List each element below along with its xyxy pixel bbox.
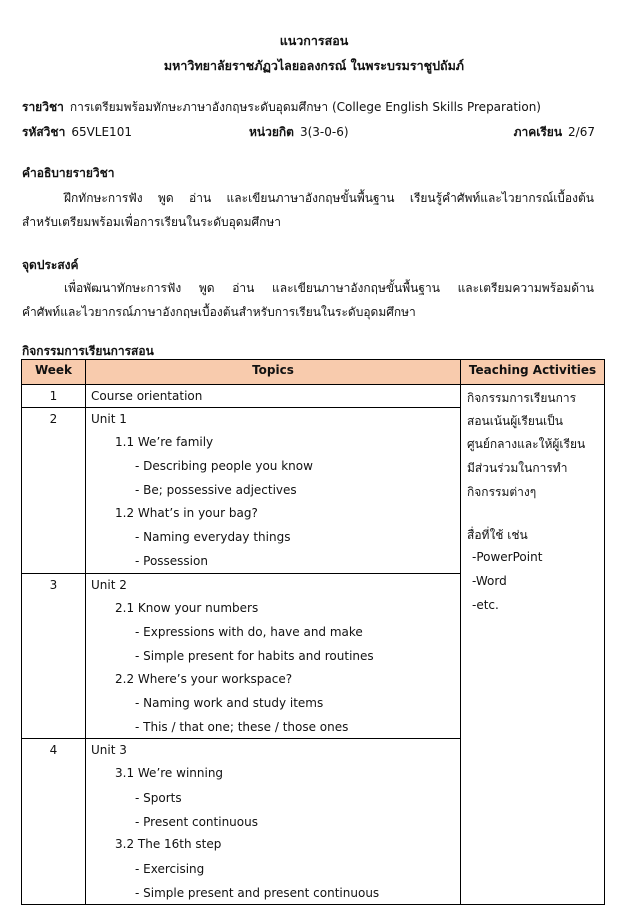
document-title: แนวการสอน — [279, 33, 349, 48]
credit-value: 3(3-0-6) — [299, 125, 349, 139]
table-row-divider — [21, 573, 461, 574]
topic-item: - Simple present and present continuous — [135, 886, 380, 900]
teaching-activity-text: สอนเน้นผู้เรียนเป็น — [467, 414, 563, 428]
topic-section: 3.2 The 16th step — [115, 837, 222, 851]
topic-item: - Naming everyday things — [135, 530, 291, 544]
teaching-activity-text: กิจกรรมต่างๆ — [467, 485, 537, 499]
week-number: 4 — [49, 743, 58, 757]
topic-section: 3.1 We’re winning — [115, 766, 224, 780]
objective-paragraph — [22, 276, 594, 324]
media-item: -etc. — [472, 598, 499, 612]
course-code-row — [22, 123, 132, 142]
column-header-topics: Topics — [252, 363, 294, 377]
media-item: -PowerPoint — [472, 550, 543, 564]
topic-item: - Sports — [135, 791, 182, 805]
column-header-week: Week — [34, 363, 73, 377]
column-header-teaching-activities: Teaching Activities — [468, 363, 597, 377]
course-name-value: การเตรียมพร้อมทักษะภาษาอังกฤษระดับอุดมศึกษา (College English Skills Preparation) — [69, 100, 541, 114]
course-name-label: รายวิชา — [22, 100, 64, 114]
unit-title: Unit 3 — [91, 743, 127, 757]
week-number: 3 — [49, 578, 58, 592]
week-number: 2 — [49, 412, 58, 426]
topic-item: Course orientation — [91, 389, 203, 403]
topic-item: - This / that one; these / those ones — [135, 720, 349, 734]
topic-section: 2.1 Know your numbers — [115, 601, 259, 615]
description-heading: คำอธิบายรายวิชา — [22, 166, 115, 180]
topic-section: 1.2 What’s in your bag? — [115, 506, 258, 520]
topic-item: - Be; possessive adjectives — [135, 483, 297, 497]
course-code-value: 65VLE101 — [71, 125, 132, 139]
topic-item: - Possession — [135, 554, 208, 568]
topic-item: - Naming work and study items — [135, 696, 324, 710]
description-paragraph — [22, 186, 594, 234]
course-code-label: รหัสวิชา — [22, 125, 66, 139]
table-row-divider — [21, 407, 461, 408]
topic-item: - Present continuous — [135, 815, 258, 829]
credit-label: หน่วยกิต — [249, 125, 294, 139]
teaching-activity-text: มีส่วนร่วมในการทำ — [467, 461, 568, 475]
description-line-1: ฝึกทักษะการฟัง พูด อ่าน และเขียนภาษาอังกฤษขั้นพื้นฐาน เรียนรู้คำศัพท์และไวยากรณ์เบื้องต้น — [64, 191, 594, 205]
semester-row — [514, 123, 595, 142]
media-heading: สื่อที่ใช้ เช่น — [467, 528, 528, 542]
unit-title: Unit 1 — [91, 412, 127, 426]
description-line-2: สำหรับเตรียมพร้อมเพื่อการเรียนในระดับอุดมศึกษา — [22, 215, 282, 229]
unit-title: Unit 2 — [91, 578, 127, 592]
teaching-activity-text: ศูนย์กลางและให้ผู้เรียน — [467, 437, 586, 451]
table-divider — [85, 359, 86, 905]
topic-item: - Describing people you know — [135, 459, 313, 473]
media-item: -Word — [472, 574, 507, 588]
table-divider — [460, 359, 461, 905]
university-name: มหาวิทยาลัยราชภัฏวไลยอลงกรณ์ ในพระบรมราชูปถัมภ์ — [163, 58, 465, 73]
topic-section: 1.1 We’re family — [115, 435, 214, 449]
teaching-activity-text: กิจกรรมการเรียนการ — [467, 391, 577, 405]
semester-value: 2/67 — [568, 125, 595, 139]
week-number: 1 — [49, 389, 58, 403]
course-name-row — [22, 98, 541, 117]
topic-item: - Exercising — [135, 862, 205, 876]
topic-item: - Expressions with do, have and make — [135, 625, 363, 639]
semester-label: ภาคเรียน — [513, 125, 563, 139]
topic-section: 2.2 Where’s your workspace? — [115, 672, 293, 686]
objective-line-2: คำศัพท์และไวยากรณ์ภาษาอังกฤษเบื้องต้นสำหรับการเรียนในระดับอุดมศึกษา — [22, 305, 416, 319]
activities-heading: กิจกรรมการเรียนการสอน — [22, 344, 154, 358]
table-row-divider — [21, 738, 461, 739]
table-row-divider — [21, 384, 605, 385]
objective-heading: จุดประสงค์ — [22, 258, 79, 272]
topic-item: - Simple present for habits and routines — [135, 649, 374, 663]
objective-line-1: เพื่อพัฒนาทักษะการฟัง พูด อ่าน และเขียนภาษาอังกฤษขั้นพื้นฐาน และเตรียมความพร้อมด้าน — [64, 281, 594, 295]
credit-row — [249, 123, 349, 142]
